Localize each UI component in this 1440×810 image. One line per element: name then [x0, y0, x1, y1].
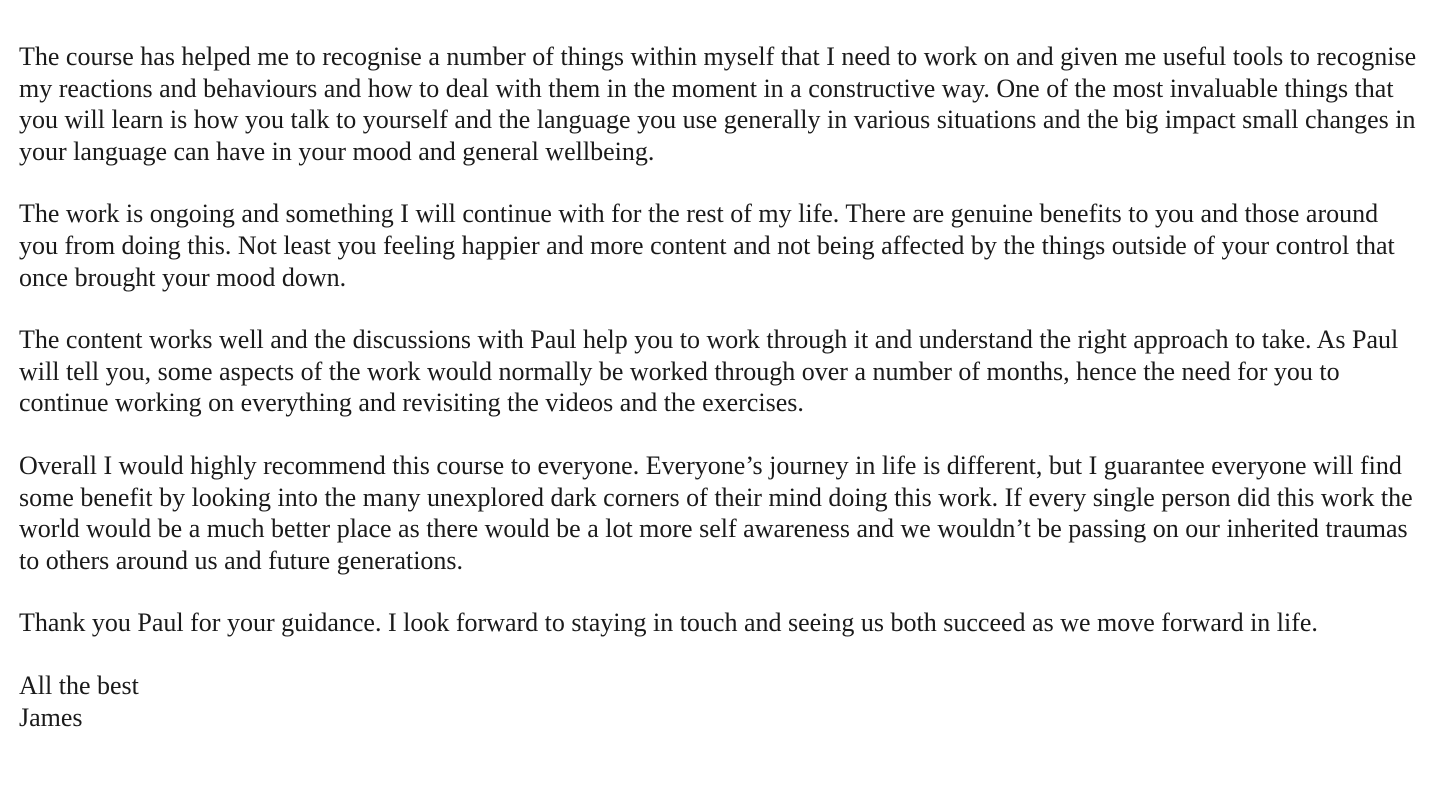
- testimonial-paragraph-3: The content works well and the discussions with Paul help you to work through it and understand the right approach to take. As Paul will tell you, some aspects of the work would normally be worked through over a number of months, hence the need for you to continue working on everything and revisiting the videos and the exercises.: [19, 325, 1399, 418]
- signature-name: James: [19, 702, 83, 732]
- testimonial-paragraph-2: The work is ongoing and something I will continue with for the rest of my life. There are genuine benefits to you and those around you from doing this. Not least you feeling happier and more content and not being affected by the things outside of your control that once brought your mood down.: [19, 199, 1395, 292]
- signoff-block: [19, 670, 1421, 733]
- testimonial-paragraph-1: The course has helped me to recognise a number of things within myself that I need to work on and given me useful tools to recognise my reactions and behaviours and how to deal with them in the moment in a constructive way. One of the most invaluable things that you will learn is how you talk to yourself and the language you use generally in various situations and the big impact small changes in your language can have in your mood and general wellbeing.: [19, 42, 1417, 166]
- testimonial-paragraph-5: Thank you Paul for your guidance. I look forward to staying in touch and seeing us both succeed as we move forward in life.: [19, 608, 1318, 638]
- testimonial-paragraph-4: Overall I would highly recommend this course to everyone. Everyone’s journey in life is different, but I guarantee everyone will find some benefit by looking into the many unexplored dark corners of their mind doing this work. If every single person did this work the world would be a much better place as there would be a lot more self awareness and we wouldn’t be passing on our inherited traumas to others around us and future generations.: [19, 450, 1413, 575]
- closing-line: All the best: [19, 670, 139, 700]
